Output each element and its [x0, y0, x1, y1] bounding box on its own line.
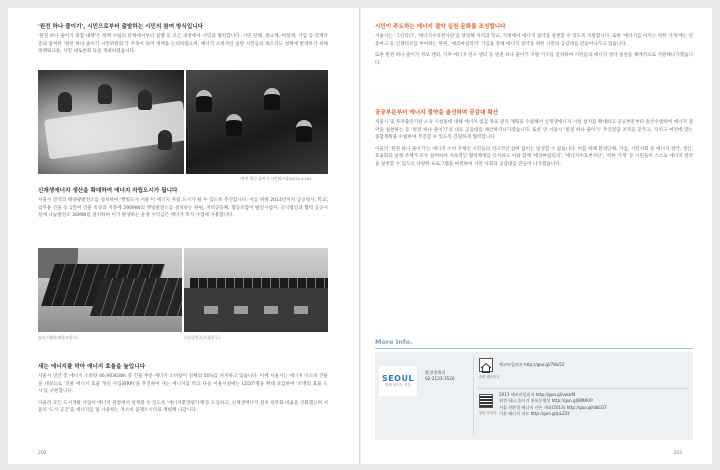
section-body: 또한 원전 하나 줄이기 정보 센터, 기후 에너지 연구 센터 등 원전 하나 줄이기 지원 기구를 설치하여 시민들의 에너지 절약 실천을 체계적으로 지원해나가겠습니다.: [375, 53, 693, 66]
qr-code-icon: [479, 394, 493, 408]
section-heading: 신재생에너지 생산을 확대하여 에너지 자립도시가 됩니다: [38, 188, 178, 194]
more-info-title: More Info.: [375, 338, 413, 346]
divider: [477, 388, 689, 389]
section-citizen-participation: [38, 24, 328, 56]
section-body: 서울시 및 투자출연기관 소속 시설물에 대해 에너지 점검 목표 관리 계획을 수립해서 신재생에너지 시설 설치를 확대하고 공공부문부터 솔선수범하여 에너지 절약을 실천하는 등 '원전 하나 줄이기'의 대표 공감대를 제안하기나가겠습니다. 또한 연 서울시 '원전 하나 줄이기' 추진전담 조직을 갖추고, 자치구 여건에 맞는 종합계획을 수립하여 추진할 수 있도록 긴밀하게 협력합니다.: [375, 120, 693, 141]
video-link[interactable]: 원전 하나 줄이기 홍보동영상 http://goo.gl/BMAUP: [499, 398, 593, 404]
more-info-box: [375, 352, 693, 440]
more-info-divider: [375, 348, 693, 349]
video-label: 관련 동영상: [479, 411, 497, 415]
website-label: 관련 웹사이트: [479, 375, 500, 379]
section-energy-efficiency: [38, 364, 328, 415]
org-phone: 02-2133-3526: [425, 376, 455, 381]
section-saving-culture: [375, 24, 693, 67]
logo-word: SEOUL: [381, 374, 415, 383]
right-page: [361, 8, 712, 464]
video-link[interactable]: 2011 에코마일리지 http://goo.gl/vwxrN: [499, 392, 576, 397]
video-link[interactable]: 서울 친환경 에너지 가든 개회(2013) http://goo.gl/dbEGT: [499, 404, 607, 410]
section-heading: 새는 에너지를 막아 에너지 효율을 높입니다: [38, 364, 146, 370]
section-body: 이울러 '원전 하나 줄이기'는 에너지 소비 주체인 시민들의 적극적인 참여 없이는 달성할 수 없습니다. 이를 위해 환경단체, 기업, 시민사회 등 에너지 절약, 생산, 효율화의 실행 주체가 모두 참여하여 지속적인 협력체계를 유지하고 이와 함께 '에코마일리지', '에너지수호천사단', '착한 가게' 등 시민들이 스스로 에너지 절약을 실천할 수 있도록 다양한 프로그램을 마련하여 시민 사회의 공감대를 만들어 나가겠습니다.: [375, 146, 693, 167]
org-name: 환경정책과: [425, 370, 446, 375]
photo-caption: 나눔발전소(동대문구): [184, 335, 220, 340]
rooftop-solar-photo: [184, 248, 328, 332]
section-body: '원전 하나 줄이기 종합 대책'은 정책 수립의 단계에서부터 실행 등 모든 과정에서 시민과 협력합니다. 시민 단체, 종교계, 여성계, 기업 등 각계각층의 참여한 '원전 하나 줄이기 시민위원회'가 주축이 되어 정책을 논의하였으며, 에너지 소비자인 일반 시민들의 목소리도 정책에 반영하기 위해 정책워크숍, 시민 대토론회 등을 개최하였습니다.: [38, 34, 328, 55]
section-body: 서울시 연간 총 에너지 소비량 46,903GWh 중 건물 부문 에너지 소비량이 전체의 56%를 차지하고 있습니다. 이에 서울시는 에너지 다소비 건물을 대상으로 '건물 에너지 효율 개선 사업(BRP)'을 추진하여 새는 에너지를 막고 다중 이용시설에는 LED조명을 확대 보급하여 '조명의 효율 도시'를 구현합니다.: [38, 374, 328, 395]
website-link[interactable]: 에코마일리지 http://goo.gl/7Ws52: [499, 362, 565, 367]
section-heading: '원전 하나 줄이기', 시민으로부터 출발하는 시민의 참여 방식입니다: [38, 24, 204, 30]
seoul-logo: [379, 366, 417, 396]
home-icon: [479, 358, 493, 372]
section-body: 아울러 모든 도시개발 사업이 에너지 관점에서 설계될 수 있도록 '에너지환경평가제'를 도입하고, 신재생에너지 설치 의무화 비율을 강화했으며 서울의 '도시 공간'을 에너지를 덜 사용하는 저소비 콤팩트시티로 재편해 나갑니다.: [38, 400, 328, 414]
photo-caption: '원전 하나 줄이기 시민워크샵(2012.4.16)': [240, 176, 313, 181]
page-number: 203: [673, 451, 682, 456]
workshop-photo-left: [38, 70, 184, 174]
contact-info: [425, 370, 455, 382]
left-page: [8, 8, 359, 464]
workshop-photo-right: [186, 70, 328, 174]
page-number: 202: [38, 451, 47, 456]
video-link-list: [499, 392, 606, 417]
photo-caption: 솔라스퀘어(배종조합로): [38, 335, 78, 340]
divider: [473, 358, 474, 434]
logo-subtitle: 함께 만드는 서울: [385, 383, 411, 387]
section-renewable-energy: [38, 188, 328, 220]
section-heading: 공공부문부터 에너지 절약을 솔선하며 공감대 확산: [375, 110, 499, 116]
solar-panel-photo: [38, 248, 182, 332]
video-link[interactable]: 기후 에너지 지도 http://goo.gl/pLZ3Y: [499, 410, 570, 416]
section-public-sector: [375, 110, 693, 169]
section-body: 서울시 전역의 태양광발전소를 설치하여 '햇빛도시 서울'이 에너지 자립 도시가 될 수 있도록 추진합니다. 이를 위해 2014년까지 공공청사, 학교, 업무용 건물 등 1만여 건물 옥상과 지붕에 290MW의 햇빛발전소를 설치하는 한편, 지역공동체, 협동조합이 발전사업자, 공익법인과 협력 공공시설에 나눔발전소 30MW를 설치하여 이기 발생하는 운영 수익금은 에너지 복지 사업에 사용합니다.: [38, 198, 328, 219]
section-heading: 시민이 주도하는 에너지 절약 실천 문화를 조성합니다: [375, 24, 506, 30]
section-body: 서울시는 '그린리더', '에너지수호천사단'을 양성해 지역과 학교, 가정에서 에너지 절약을 실천할 수 있도록 지원합니다. 또한 '에너지를 아끼는 착한 가게'에는 인증마크 등 인센티브를 부여하는 한편, '에코마일리지' 가입을 통해 에너지 절약을 위한 시민의 공감대를 만들어나가고 있습니다.: [375, 34, 693, 47]
